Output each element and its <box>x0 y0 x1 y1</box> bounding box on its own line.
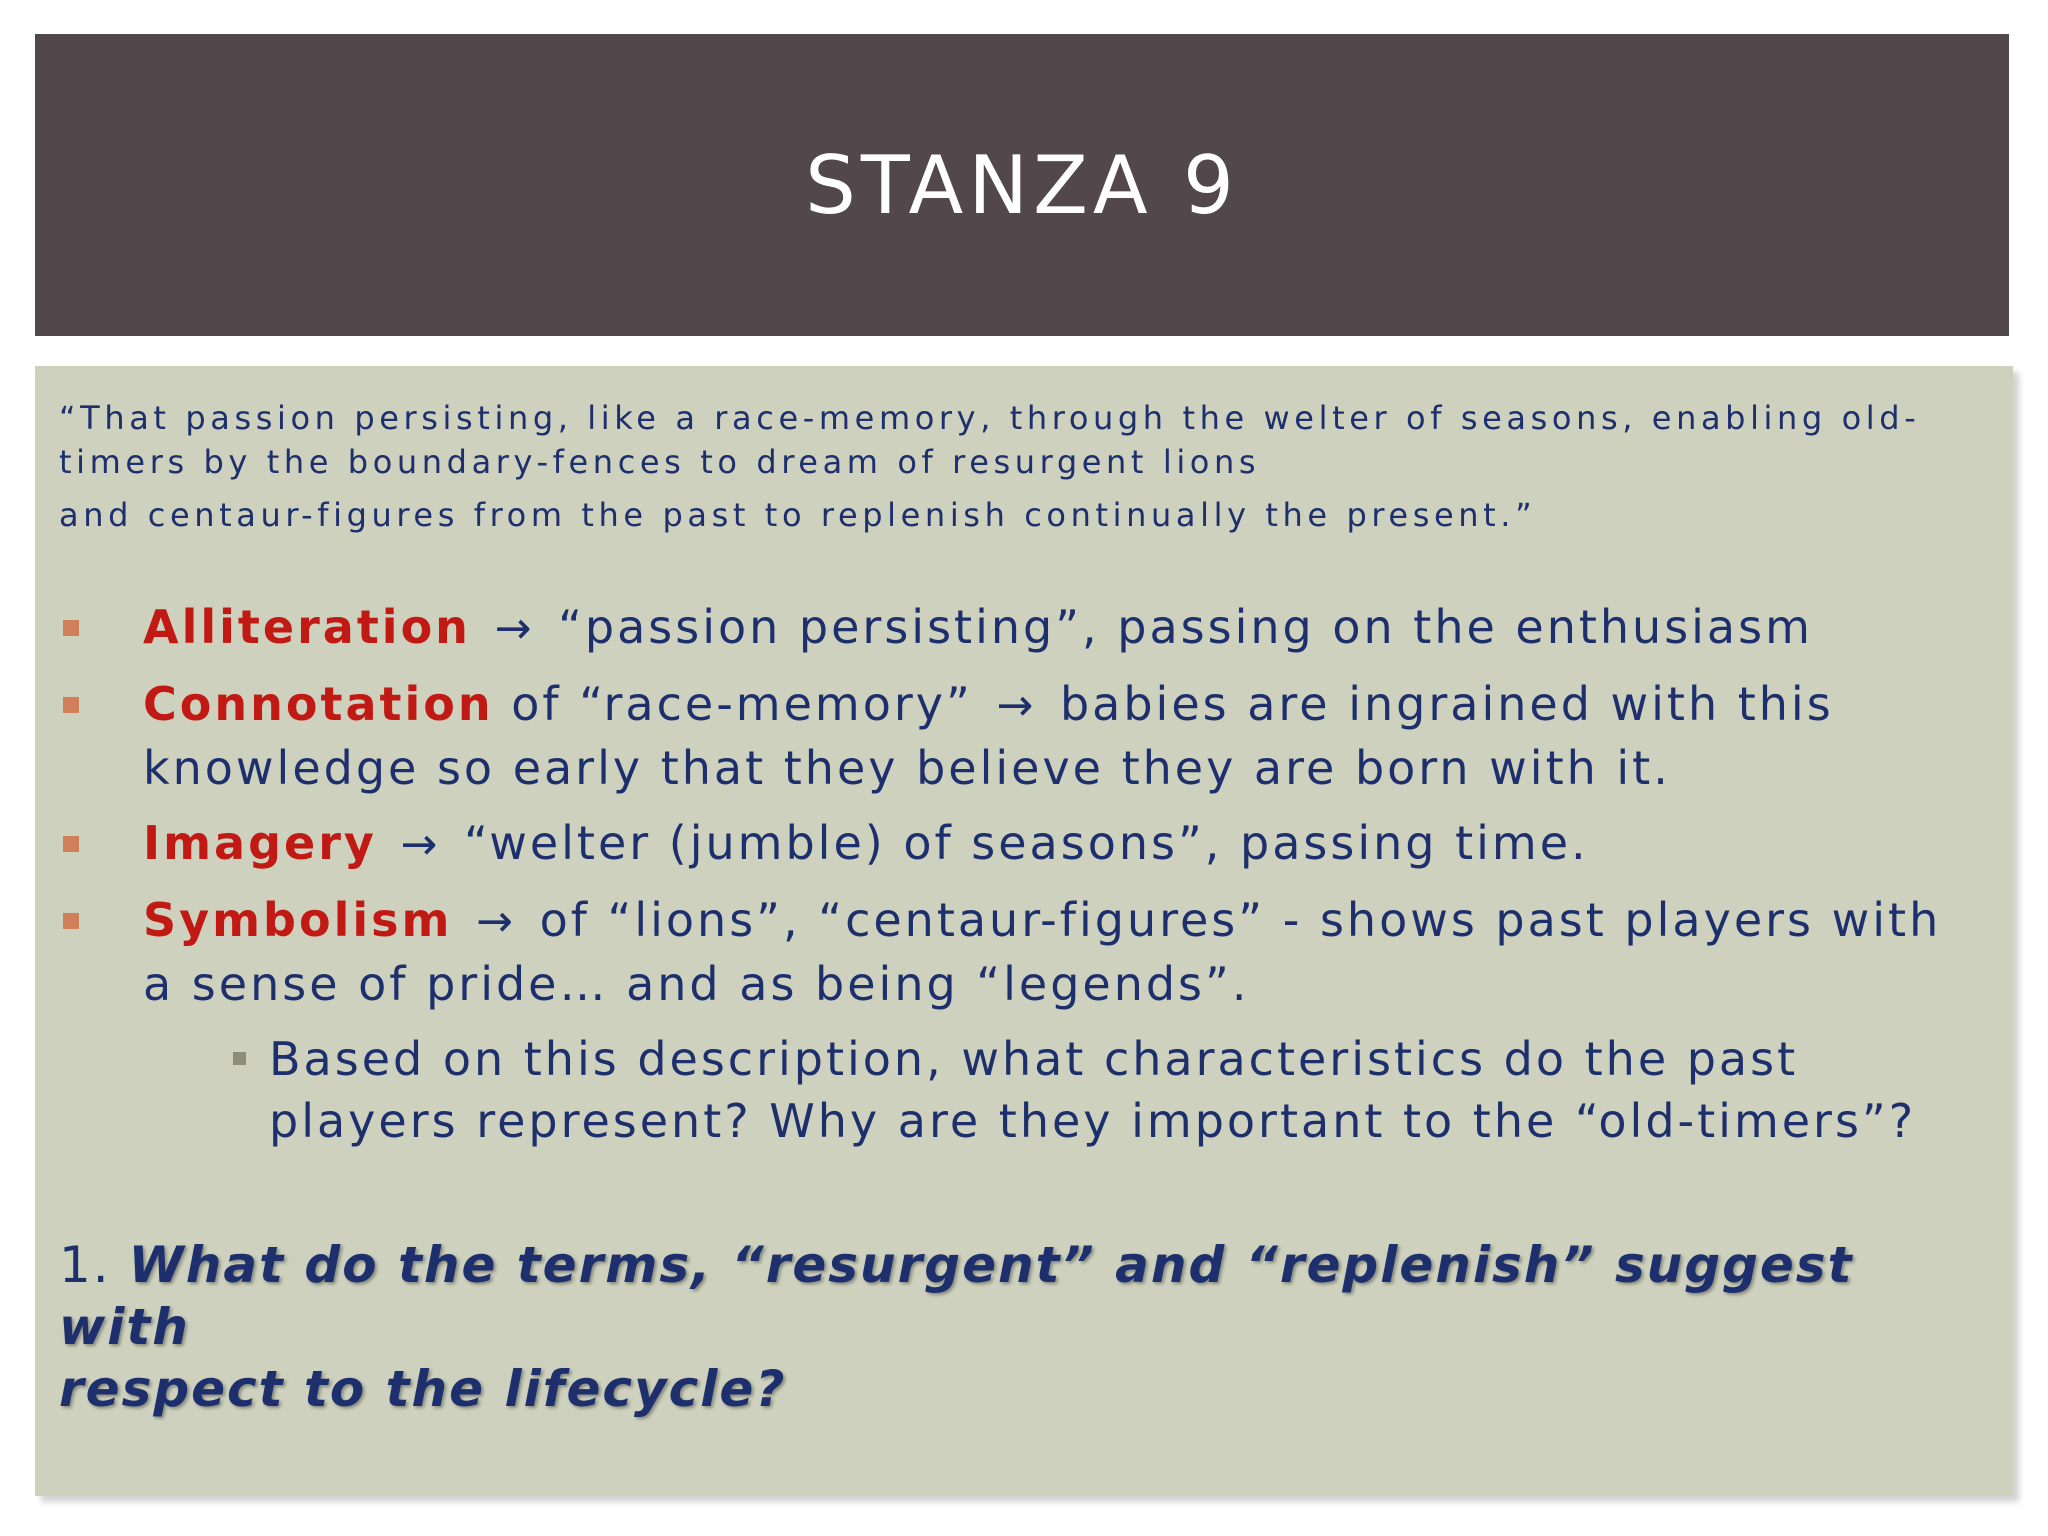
bullet-text: babies are ingrained with this <box>1059 677 1834 731</box>
slide-title: STANZA 9 <box>805 138 1239 232</box>
bullet-text-continued: a sense of pride… and as being “legends”. <box>143 957 1250 1011</box>
sub-bullet-line-2: players represent? Why are they important to the “old-timers”? <box>269 1094 1917 1148</box>
bullet-term: Connotation <box>143 677 494 731</box>
poem-quote <box>59 396 1999 537</box>
square-bullet-icon <box>63 836 79 852</box>
title-bar <box>35 34 2009 336</box>
bullet-text: “passion persisting”, passing on the enthusiasm <box>558 600 1813 654</box>
bullet-term: Imagery <box>143 816 377 870</box>
arrow-right-icon: → <box>494 603 535 654</box>
bullet-alliteration <box>59 596 2048 660</box>
quote-line-1: “That passion persisting, like a race-memory, through the welter of seasons, enabling old- <box>59 399 1921 437</box>
arrow-right-icon: → <box>996 680 1037 731</box>
square-bullet-icon <box>63 697 79 713</box>
bullet-connotation <box>59 673 2048 799</box>
quote-line-3: and centaur-figures from the past to replenish continually the present.” <box>59 496 1537 534</box>
quote-line-2: timers by the boundary-fences to dream of resurgent lions <box>59 443 1261 481</box>
sub-bullet-question <box>59 1028 2048 1152</box>
bullet-text-pre-arrow: of “race-memory” <box>493 677 973 731</box>
square-bullet-icon <box>63 620 79 636</box>
discussion-question <box>59 1234 1959 1420</box>
bullet-text: “welter (jumble) of seasons”, passing time. <box>464 816 1589 870</box>
content-panel <box>35 366 2013 1496</box>
arrow-right-icon: → <box>476 896 516 947</box>
question-number: 1. <box>59 1236 111 1294</box>
bullet-term: Symbolism <box>143 893 453 947</box>
bullet-imagery <box>59 812 2048 876</box>
small-square-bullet-icon <box>233 1052 246 1065</box>
bullet-term: Alliteration <box>143 600 471 654</box>
question-text-line-1: What do the terms, “resurgent” and “replenish” suggest with <box>59 1236 1854 1356</box>
question-text-line-2: respect to the lifecycle? <box>59 1360 787 1418</box>
sub-bullet-line-1: Based on this description, what characteristics do the past <box>269 1032 1799 1086</box>
bullet-text-continued: knowledge so early that they believe they are born with it. <box>143 741 1671 795</box>
arrow-right-icon: → <box>400 819 441 870</box>
square-bullet-icon <box>63 913 79 929</box>
analysis-bullet-list <box>59 596 2048 1152</box>
bullet-symbolism <box>59 889 2048 1015</box>
bullet-text: of “lions”, “centaur-figures” - shows past players with <box>539 893 1942 947</box>
